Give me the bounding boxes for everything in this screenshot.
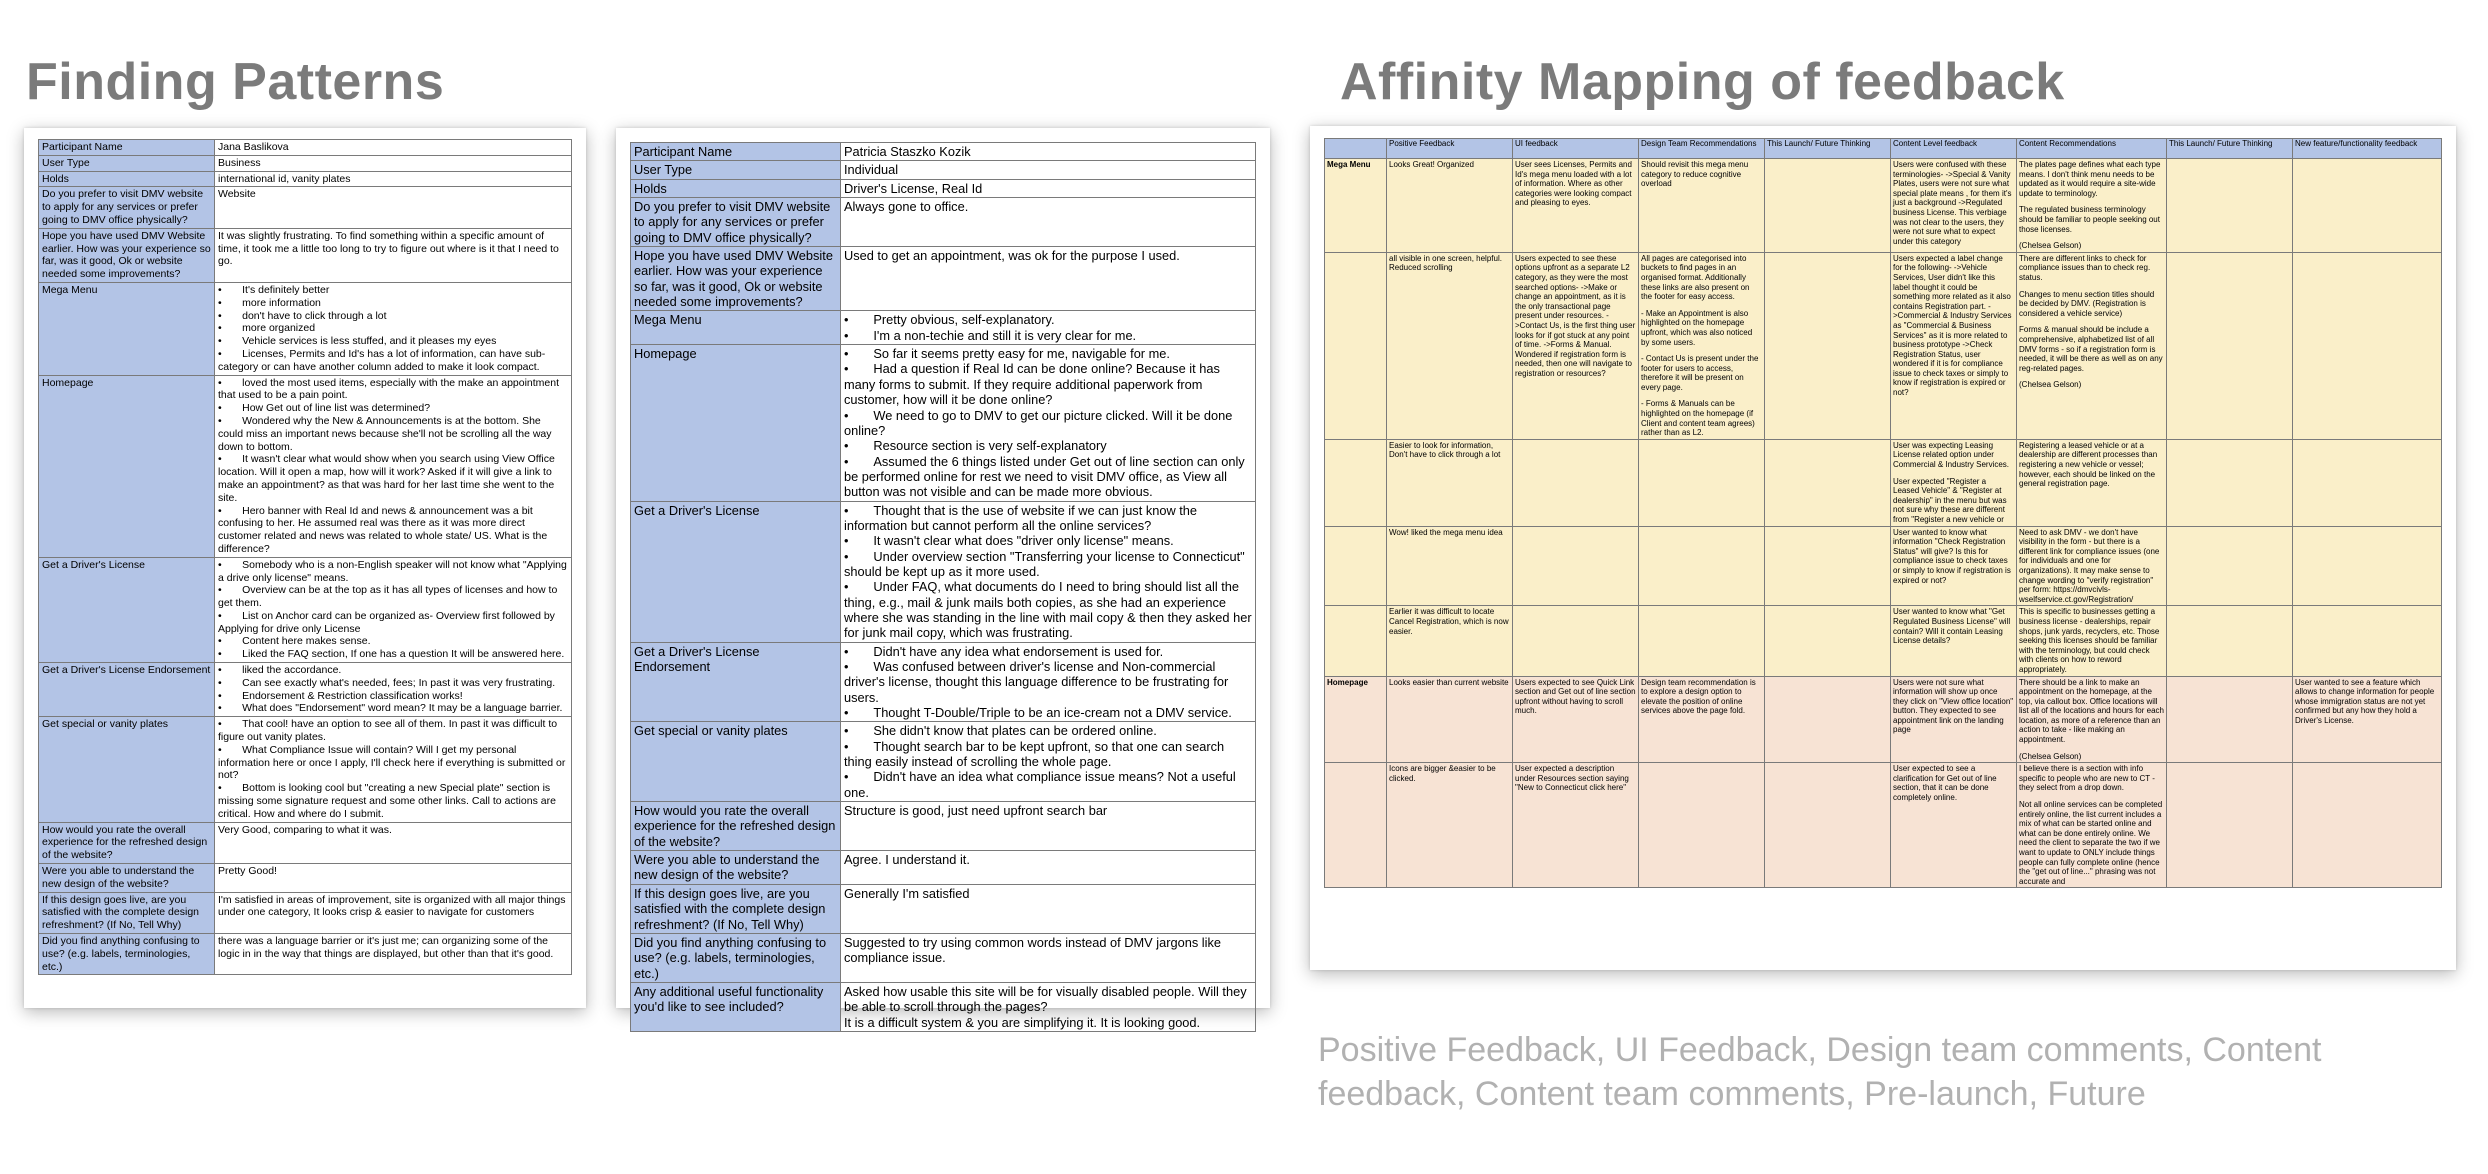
row-value — [215, 717, 572, 822]
table-row — [631, 802, 1256, 851]
bullet-item: • She didn't know that plates can be ordered online. — [844, 723, 1252, 738]
bullet-item: • loved the most used items, especially with the make an appointment that used to be a pain point. — [218, 377, 568, 403]
row-label: Get special or vanity plates — [39, 717, 215, 822]
table-row — [39, 934, 572, 975]
feedback-text: (Chelsea Gelson) — [2019, 241, 2082, 251]
row-label: Do you prefer to visit DMV website to apply for any services or prefer going to DMV office physically? — [39, 187, 215, 228]
feedback-cell — [1513, 439, 1639, 526]
feedback-cell — [1387, 439, 1513, 526]
affinity-row — [1325, 159, 2442, 253]
table-row — [631, 345, 1256, 501]
affinity-map-table — [1324, 138, 2442, 888]
feedback-text: Easier to look for information, Don't have to click through a lot — [1389, 440, 1501, 460]
paragraph-gap — [2019, 283, 2164, 290]
bullet-item: • Had a question if Real Id can be done online? Because it has many forms to submit. If they require additional paperwork from customer, how will it be done online? — [844, 361, 1252, 407]
feedback-cell — [2167, 763, 2293, 888]
paragraph-gap — [1641, 392, 1762, 399]
participant-notes-doc-2 — [616, 128, 1270, 1030]
row-label: If this design goes live, are you satisfied with the complete design refreshment? (If No, Tell Why) — [631, 884, 841, 933]
feedback-cell — [1891, 606, 2017, 676]
feedback-text: Design team recommendation is to explore a design option to elevate the position of online services above the page fold. — [1641, 677, 1756, 716]
feedback-cell — [1639, 606, 1765, 676]
affinity-map-doc — [1310, 126, 2456, 970]
paragraph-gap — [1641, 347, 1762, 354]
row-value: there was a language barrier or it's just me; can organizing some of the logic in in the way that things are displayed, but other than that it's good. — [215, 934, 572, 975]
feedback-text: This is specific to businesses getting a business license - dealerships, repair shops, junk yards, recyclers, etc. Those seeking this licenses should be familiar with the terminology, but could check with clients on how to reword appropriately. — [2019, 607, 2160, 674]
row-label: Did you find anything confusing to use? (e.g. labels, terminologies, etc.) — [39, 934, 215, 975]
row-label: User Type — [631, 161, 841, 179]
feedback-cell — [1639, 676, 1765, 763]
row-label: Hope you have used DMV Website earlier. How was your experience so far, was it good, Ok or website needed some improvements? — [631, 247, 841, 311]
bullet-item: • I'm a non-techie and still it is very clear for me. — [844, 328, 1252, 343]
row-label: Get a Driver's License — [39, 557, 215, 662]
affinity-row — [1325, 252, 2442, 439]
column-header: Positive Feedback — [1387, 139, 1513, 159]
table-row — [39, 187, 572, 228]
table-row — [631, 179, 1256, 197]
row-label: How would you rate the overall experience for the refreshed design of the website? — [39, 822, 215, 863]
feedback-cell — [1513, 159, 1639, 253]
bullet-item: • don't have to click through a lot — [218, 310, 568, 323]
feedback-cell — [2017, 526, 2167, 606]
feedback-cell — [1891, 526, 2017, 606]
feedback-cell — [1387, 159, 1513, 253]
bullet-item: • Resource section is very self-explanatory — [844, 438, 1252, 453]
table-row — [631, 722, 1256, 802]
feedback-text: Users expected a label change for the following- ->Vehicle Services, User didn't like this label thought it could be something more related as it also contains Registration part. ->Commercial & Industry Services as "Commercial & Business Services" as it is more related to business prototype ->Check Registration Status, user wondered if it is for compliance issue to check taxes or simply to know if registration is expired or not? — [1893, 253, 2012, 398]
feedback-cell — [1639, 252, 1765, 439]
row-value: Always gone to office. — [841, 198, 1256, 247]
row-label: Mega Menu — [631, 311, 841, 345]
bullet-item: • Somebody who is a non-English speaker will not know what "Applying a drive only license" means. — [218, 559, 568, 585]
column-header: This Launch/ Future Thinking — [1765, 139, 1891, 159]
feedback-cell — [1639, 159, 1765, 253]
bullet-item: • Content here makes sense. — [218, 635, 568, 648]
affinity-row — [1325, 606, 2442, 676]
row-value: I'm satisfied in areas of improvement, site is organized with all major things under one category, It looks crisp & easier to navigate for customers — [215, 892, 572, 933]
paragraph-gap — [2019, 793, 2164, 800]
feedback-cell — [2293, 763, 2442, 888]
feedback-cell — [1513, 526, 1639, 606]
feedback-cell — [2293, 676, 2442, 763]
column-header — [1325, 139, 1387, 159]
table-row — [39, 557, 572, 662]
bullet-item: • Pretty obvious, self-explanatory. — [844, 312, 1252, 327]
feedback-cell — [1891, 763, 2017, 888]
row-label: Get special or vanity plates — [631, 722, 841, 802]
row-label: Homepage — [631, 345, 841, 501]
bullet-item: • Vehicle services is less stuffed, and it pleases my eyes — [218, 335, 568, 348]
row-value: Generally I'm satisfied — [841, 884, 1256, 933]
feedback-text: User sees Licenses, Permits and Id's mega menu loaded with a lot of information. Where as other categories were looking compact and pleasing to eyes. — [1515, 160, 1632, 208]
row-value — [841, 311, 1256, 345]
feedback-text: User was expecting Leasing License related option under Commercial & Industry Services. — [1893, 440, 2010, 470]
feedback-cell — [1765, 439, 1891, 526]
feedback-text: Users expected to see these options upfront as a separate L2 category, as they were the most searched options- ->Make or change an appointment, as it is the only transactional page present under resources. ->Contact Us, is the first thing user looks for if got stuck at any point of time. ->Forms & Manual. Wondered if registration form is needed, then one will navigate to registration or resources? — [1515, 253, 1636, 378]
bullet-item: • Licenses, Permits and Id's has a lot of information, can have sub-category or can have another column added to make it look compact. — [218, 348, 568, 374]
feedback-cell — [2293, 252, 2442, 439]
feedback-text: The regulated business terminology should be familiar to people seeking out those licenses. — [2019, 205, 2160, 234]
affinity-row — [1325, 763, 2442, 888]
section-label — [1325, 252, 1387, 439]
bullet-item: • Under overview section "Transferring your license to Connecticut" should be kept up as it more used. — [844, 549, 1252, 580]
row-value: Business — [215, 155, 572, 171]
bullet-item: • Didn't have an idea what compliance issue means? Not a useful one. — [844, 769, 1252, 800]
section-label — [1325, 439, 1387, 526]
table-row — [39, 663, 572, 717]
bullet-item: • So far it seems pretty easy for me, navigable for me. — [844, 346, 1252, 361]
feedback-cell — [1513, 606, 1639, 676]
row-value: Pretty Good! — [215, 864, 572, 893]
row-label: Hope you have used DMV Website earlier. How was your experience so far, was it good, Ok or website needed some improvements? — [39, 228, 215, 282]
table-row — [631, 982, 1256, 1031]
feedback-cell — [2017, 439, 2167, 526]
row-value: It was slightly frustrating. To find something within a specific amount of time, it took me a little too long to try to figure out where is it that I need to go. — [215, 228, 572, 282]
feedback-cell — [2017, 763, 2167, 888]
bullet-item: • Endorsement & Restriction classification works! — [218, 690, 568, 703]
feedback-text: User wanted to know what information "Check Registration Status" will give? Is this for compliance issue to check taxes or simply to know if registration is expired or not? — [1893, 527, 2011, 585]
table-row — [39, 171, 572, 187]
bullet-item: • We need to go to DMV to get our picture clicked. Will it be done online? — [844, 408, 1252, 439]
bullet-item: • It wasn't clear what does "driver only license" means. — [844, 533, 1252, 548]
row-value: Used to get an appointment, was ok for the purpose I used. — [841, 247, 1256, 311]
feedback-cell — [1387, 526, 1513, 606]
feedback-text: User expected to see a clarification for Get out of line section, that it can be done completely online. — [1893, 764, 1997, 803]
row-value: Driver's License, Real Id — [841, 179, 1256, 197]
table-row — [631, 311, 1256, 345]
text-line: It is a difficult system & you are simplifying it. It is looking good. — [844, 1014, 1201, 1030]
table-row — [39, 717, 572, 822]
bullet-item: • What does "Endorsement" word mean? It may be a language barrier. — [218, 702, 568, 715]
row-value: Patricia Staszko Kozik — [841, 143, 1256, 161]
table-row — [631, 198, 1256, 247]
feedback-cell — [2167, 159, 2293, 253]
row-label: Homepage — [39, 375, 215, 557]
paragraph-gap — [2019, 234, 2164, 241]
feedback-cell — [2167, 606, 2293, 676]
row-value — [215, 663, 572, 717]
participant-table-2 — [630, 142, 1256, 1032]
feedback-text: - Contact Us is present under the footer for users to access, therefore it will be present on every page. — [1641, 354, 1759, 392]
bullet-item: • more information — [218, 297, 568, 310]
section-label — [1325, 763, 1387, 888]
feedback-cell — [1639, 526, 1765, 606]
row-label: Get a Driver's License Endorsement — [631, 642, 841, 722]
feedback-cell — [1387, 252, 1513, 439]
feedback-text: - Make an Appointment is also highlighted on the homepage upfront, which was also noticed by some users. — [1641, 308, 1753, 347]
feedback-text: Should revisit this mega menu category to reduce cognitive overload — [1641, 160, 1749, 189]
row-value — [841, 345, 1256, 501]
row-value — [215, 375, 572, 557]
table-row — [631, 143, 1256, 161]
table-row — [631, 642, 1256, 722]
feedback-cell — [1639, 763, 1765, 888]
feedback-cell — [1513, 763, 1639, 888]
feedback-text: all visible in one screen, helpful. Reduced scrolling — [1389, 253, 1502, 273]
row-value — [215, 557, 572, 662]
table-row — [39, 140, 572, 156]
feedback-cell — [2167, 252, 2293, 439]
bullet-item: • What Compliance Issue will contain? Will I get my personal information here or once I apply, I'll check here if everything is submitted or not? — [218, 744, 568, 782]
table-row — [631, 884, 1256, 933]
feedback-text: Looks easier than current website — [1389, 677, 1509, 687]
bullet-item: • Wondered why the New & Announcements is at the bottom. She could miss an important news because she'll not be scrolling all the way down to bottom. — [218, 415, 568, 453]
column-header: This Launch/ Future Thinking — [2167, 139, 2293, 159]
section-label: Mega Menu — [1325, 159, 1387, 253]
affinity-row — [1325, 439, 2442, 526]
bullet-item: • It wasn't clear what would show when you search using View Office location. Will it open a map, how will it work? Asked if it will give a link to make an appointment? as that was hard for her last time she went to the site. — [218, 453, 568, 504]
row-label: Any additional useful functionality you'd like to see included? — [631, 982, 841, 1031]
feedback-text: Registering a leased vehicle or at a dealership are different processes than registering a new vehicle or vessel; however, each should be linked on the general registration page. — [2019, 440, 2158, 489]
bullet-item: • It's definitely better — [218, 284, 568, 297]
feedback-text: The plates page defines what each type means. I don't think menu needs to be updated as it would require a site-wide update to terminology. — [2019, 160, 2161, 198]
table-row — [631, 161, 1256, 179]
paragraph-gap — [1893, 470, 2014, 477]
feedback-cell — [2293, 526, 2442, 606]
feedback-text: Icons are bigger &easier to be clicked. — [1389, 764, 1496, 783]
row-value: Website — [215, 187, 572, 228]
row-value: international id, vanity plates — [215, 171, 572, 187]
feedback-text: All pages are categorised into buckets to find pages in an organised format. Additionally these links are also present on the footer for easy access. — [1641, 253, 1750, 302]
feedback-text: User wanted to see a feature which allows to change information for people whose immigration status are not yet confirmed but any how they hold a Driver's License. — [2295, 677, 2435, 725]
participant-table-1 — [38, 139, 572, 975]
feedback-text: Not all online services can be completed entirely online, the list current includes a mix of what can be started online and what can be done entirely online. We need the client to separate the two if we want to update to ONLY include things people can fully complete online (hence the "get out of line..." phrasing was not accurate and — [2019, 800, 2163, 886]
section-label: Homepage — [1325, 676, 1387, 763]
feedback-cell — [1765, 159, 1891, 253]
row-value: Suggested to try using common words instead of DMV jargons like compliance issue. — [841, 933, 1256, 982]
row-label: Did you find anything confusing to use? (e.g. labels, terminologies, etc.) — [631, 933, 841, 982]
feedback-text: User expected "Register a Leased Vehicle" & "Register at dealership" in the menu but was not sure why these are different from "Register a new vehicle or — [1893, 476, 2007, 524]
row-label: Were you able to understand the new design of the website? — [39, 864, 215, 893]
bullet-item: • Assumed the 6 things listed under Get out of line section can only be performed online for rest we need to visit DMV office, as View all button was not visible and can be made more obvious. — [844, 454, 1252, 500]
row-label: Participant Name — [631, 143, 841, 161]
bullet-item: • Thought that is the use of website if we can just know the information but cannot perform all the online services? — [844, 503, 1252, 534]
table-row — [631, 851, 1256, 885]
feedback-text: I believe there is a section with info specific to people who are new to CT - they select from a drop down. — [2019, 764, 2155, 793]
row-label: How would you rate the overall experience for the refreshed design of the website? — [631, 802, 841, 851]
feedback-cell — [1891, 676, 2017, 763]
table-row — [39, 375, 572, 557]
table-row — [631, 501, 1256, 642]
feedback-cell — [1387, 606, 1513, 676]
table-row — [39, 864, 572, 893]
row-value: Structure is good, just need upfront search bar — [841, 802, 1256, 851]
table-row — [39, 228, 572, 282]
feedback-text: There should be a link to make an appointment on the homepage, at the top, via callout box. Office locations will list all of the locations and hours for each location, as more of a reference than an action to take - like making an appointment. — [2019, 677, 2164, 745]
row-label: Mega Menu — [39, 282, 215, 375]
feedback-text: User wanted to know what "Get Regulated Business License" will contain? Will it contain Leasing License details? — [1893, 607, 2011, 646]
feedback-cell — [1387, 676, 1513, 763]
feedback-text: - Forms & Manuals can be highlighted on the homepage (if Client and content team agrees) rather than as L2. — [1641, 399, 1755, 438]
affinity-mapping-title: Affinity Mapping of feedback — [1340, 53, 2065, 111]
feedback-cell — [2167, 676, 2293, 763]
bullet-item: • Didn't have any idea what endorsement is used for. — [844, 644, 1252, 659]
feedback-cell — [2167, 439, 2293, 526]
paragraph-gap — [2019, 318, 2164, 325]
bullet-item: • Bottom is looking cool but "creating a new Special plate" section is missing some signature request and some other links. Call to actions are critical. How and where do I submit. — [218, 782, 568, 820]
feedback-text: Forms & manual should be include a comprehensive, alphabetized list of all DMV forms - so if a registration form is needed, it will be there as well as on any reg-related pages. — [2019, 325, 2163, 373]
row-label: Participant Name — [39, 140, 215, 156]
feedback-text: Users expected to see Quick Link section and Get out of line section upfront without having to scroll much. — [1515, 677, 1636, 716]
feedback-cell — [2293, 606, 2442, 676]
feedback-cell — [1639, 439, 1765, 526]
finding-patterns-title: Finding Patterns — [26, 53, 445, 111]
bullet-item: • Hero banner with Real Id and news & announcement was a bit confusing to her. He assumed real was there as it was more direct customer related and news was related to whole state/ US. What is the difference? — [218, 505, 568, 556]
row-value — [841, 722, 1256, 802]
affinity-row — [1325, 676, 2442, 763]
row-label: Do you prefer to visit DMV website to apply for any services or prefer going to DMV office physically? — [631, 198, 841, 247]
row-value — [841, 982, 1256, 1031]
bullet-item: • Liked the FAQ section, If one has a question It will be answered here. — [218, 648, 568, 661]
bullet-item: • List on Anchor card can be organized as- Overview first followed by Applying for drive only License — [218, 610, 568, 636]
paragraph-gap — [2019, 198, 2164, 205]
bullet-item: • Under FAQ, what documents do I need to bring should list all the thing, e.g., mail & junk mails both copies, as she had an experience where she was standing in the line with mail copy & then they asked her for junk mail copy, which was frustrating. — [844, 579, 1252, 640]
feedback-cell — [1765, 763, 1891, 888]
row-value — [841, 642, 1256, 722]
paragraph-gap — [1641, 302, 1762, 309]
bullet-item: • Was confused between driver's license and Non-commercial driver's license, thought this language difference to be frustrating for users. — [844, 659, 1252, 705]
column-header: Content Recommendations — [2017, 139, 2167, 159]
feedback-categories-caption: Positive Feedback, UI Feedback, Design team comments, Content feedback, Content team comments, Pre-launch, Future — [1318, 1031, 2322, 1114]
text-line: Asked how usable this site will be for visually disabled people. Will they be able to scroll through the pages? — [844, 983, 1247, 1015]
row-label: Holds — [39, 171, 215, 187]
feedback-cell — [2017, 252, 2167, 439]
row-label: Get a Driver's License Endorsement — [39, 663, 215, 717]
feedback-cell — [1891, 252, 2017, 439]
feedback-cell — [1891, 159, 2017, 253]
section-label — [1325, 526, 1387, 606]
participant-notes-doc-1 — [24, 128, 586, 1008]
column-header: Design Team Recommendations — [1639, 139, 1765, 159]
row-label: Holds — [631, 179, 841, 197]
table-row — [631, 247, 1256, 311]
feedback-cell — [2017, 606, 2167, 676]
bullet-item: • How Get out of line list was determined? — [218, 402, 568, 415]
feedback-cell — [1765, 676, 1891, 763]
feedback-text: Wow! liked the mega menu idea — [1389, 527, 1503, 537]
row-value — [841, 501, 1256, 642]
row-label: Were you able to understand the new design of the website? — [631, 851, 841, 885]
feedback-text: User expected a description under Resources section saying "New to Connecticut click here" — [1515, 764, 1629, 793]
feedback-cell — [1387, 763, 1513, 888]
table-row — [631, 933, 1256, 982]
column-header: New feature/functionality feedback — [2293, 139, 2442, 159]
feedback-cell — [1765, 606, 1891, 676]
row-value — [215, 282, 572, 375]
feedback-text: Changes to menu section titles should be decided by DMV. (Registration is considered a vehicle service) — [2019, 289, 2155, 318]
bullet-item: • Thought T-Double/Triple to be an ice-cream not a DMV service. — [844, 705, 1252, 720]
feedback-text: (Chelsea Gelson) — [2019, 380, 2082, 390]
row-value: Very Good, comparing to what it was. — [215, 822, 572, 863]
feedback-cell — [2017, 676, 2167, 763]
table-row — [39, 155, 572, 171]
affinity-row — [1325, 526, 2442, 606]
feedback-text: Need to ask DMV - we don't have visibility in the form - but there is a different link for compliance issues (one for individuals and one for organizations). It may make sense to change wording to "verify registration" per form: https://dmvcivls-wselfservice.ct.gov/Registration/ — [2019, 527, 2160, 604]
row-value: Jana Baslikova — [215, 140, 572, 156]
paragraph-gap — [2019, 745, 2164, 752]
feedback-cell — [1765, 252, 1891, 439]
bullet-item: • liked the accordance. — [218, 664, 568, 677]
feedback-text: Earlier it was difficult to locate Cancel Registration, which is now easier. — [1389, 607, 1509, 636]
bullet-item: • That cool! have an option to see all of them. In past it was difficult to figure out vanity plates. — [218, 718, 568, 744]
table-row — [39, 822, 572, 863]
feedback-cell — [2167, 526, 2293, 606]
paragraph-gap — [2019, 373, 2164, 380]
column-header: Content Level feedback — [1891, 139, 2017, 159]
row-value: Individual — [841, 161, 1256, 179]
row-label: If this design goes live, are you satisfied with the complete design refreshment? (If No, Tell Why) — [39, 892, 215, 933]
table-row — [39, 282, 572, 375]
feedback-text: There are different links to check for compliance issues than to check reg. status. — [2019, 253, 2151, 282]
feedback-cell — [1513, 252, 1639, 439]
feedback-text: Users were confused with these terminologies- ->Special & Vanity Plates, users were not sure what special plate means , for them it's just a background ->Regulated business License. This verbiage was not clear to the users, they were not sure what to expect under this category — [1893, 160, 2012, 246]
row-label: User Type — [39, 155, 215, 171]
feedback-cell — [1513, 676, 1639, 763]
column-header: UI feedback — [1513, 139, 1639, 159]
feedback-text: Looks Great! Organized — [1389, 160, 1474, 169]
row-value: Agree. I understand it. — [841, 851, 1256, 885]
feedback-text: Users were not sure what information will show up once they click on "View office location" button. They expected to see appointment link on the landing page — [1893, 677, 2014, 735]
table-row — [39, 892, 572, 933]
feedback-cell — [2293, 159, 2442, 253]
feedback-cell — [1891, 439, 2017, 526]
feedback-text: (Chelsea Gelson) — [2019, 751, 2082, 761]
bullet-item: • Thought search bar to be kept upfront, so that one can search thing easily instead of scrolling the whole page. — [844, 739, 1252, 770]
row-label: Get a Driver's License — [631, 501, 841, 642]
bullet-item: • Overview can be at the top as it has all types of licenses and how to get them. — [218, 584, 568, 610]
bullet-item: • more organized — [218, 322, 568, 335]
feedback-cell — [1765, 526, 1891, 606]
feedback-cell — [2293, 439, 2442, 526]
section-label — [1325, 606, 1387, 676]
feedback-cell — [2017, 159, 2167, 253]
bullet-item: • Can see exactly what's needed, fees; In past it was very frustrating. — [218, 677, 568, 690]
